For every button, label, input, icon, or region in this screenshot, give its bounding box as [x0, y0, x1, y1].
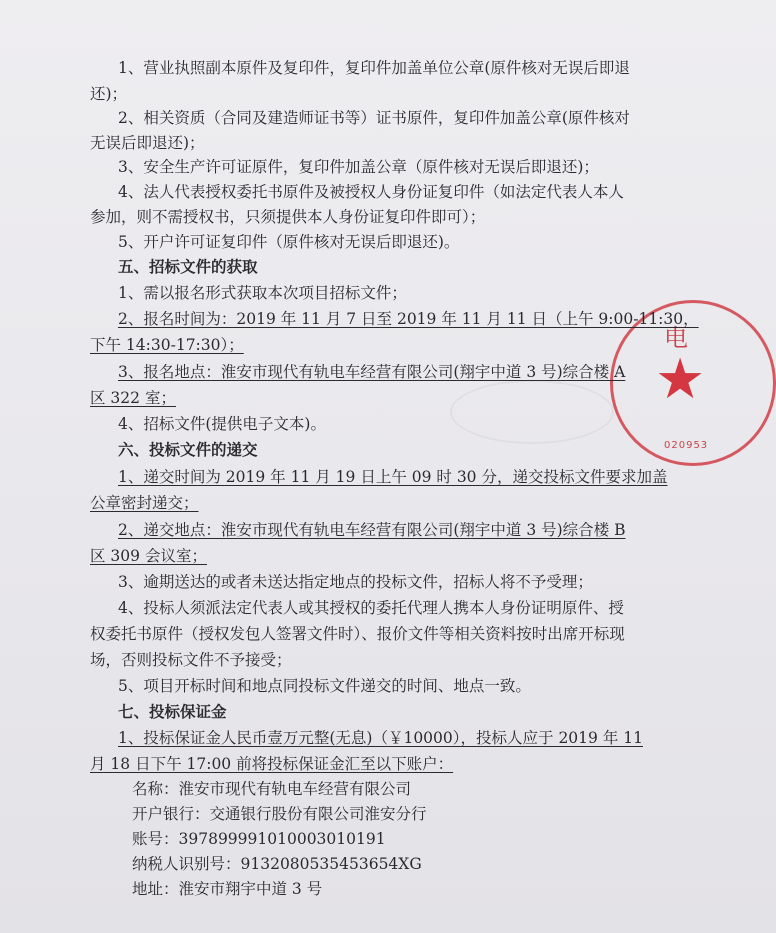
text-line: 1、递交时间为 2019 年 11 月 19 日上午 09 时 30 分，递交投标文件要求加盖: [118, 468, 668, 486]
text-line: 2、递交地点：淮安市现代有轨电车经营有限公司(翔宇中道 3 号)综合楼 B: [118, 521, 626, 539]
text-line: 公章密封递交；: [90, 494, 199, 512]
text-line: 2、相关资质（合同及建造师证书等）证书原件，复印件加盖公章(原件核对: [118, 109, 630, 127]
taxpayer-id: 纳税人识别号：9132080535453654XG: [132, 855, 422, 873]
text-line: 参加，则不需授权书，只须提供本人身份证复印件即可）；: [90, 208, 486, 226]
text-line: 区 309 会议室；: [90, 547, 207, 565]
text-line: 5、开户许可证复印件（原件核对无误后即退还)。: [118, 233, 460, 251]
stamp-star-icon: ★: [655, 347, 706, 412]
account-number: 账号：397899991010003010191: [132, 830, 386, 848]
stamp-number: 020953: [664, 440, 709, 451]
text-line: 3、逾期送达的或者未送达指定地点的投标文件，招标人将不予受理；: [118, 573, 593, 591]
text-line: 月 18 日下午 17:00 前将投标保证金汇至以下账户：: [90, 755, 454, 773]
text-line: 3、安全生产许可证原件，复印件加盖公章（原件核对无误后即退还)；: [118, 158, 599, 176]
account-bank: 开户银行：交通银行股份有限公司淮安分行: [132, 805, 427, 823]
text-line: 无误后即退还)；: [90, 134, 205, 152]
text-line: 4、法人代表授权委托书原件及被授权人身份证复印件（如法定代表人本人: [118, 183, 624, 201]
stamp-char: 电: [664, 324, 688, 352]
text-line: 场，否则投标文件不予接受；: [90, 651, 292, 669]
text-line: 2、报名时间为：2019 年 11 月 7 日至 2019 年 11 月 11 日（上午 9:00-11:30，: [118, 310, 699, 328]
text-line: 1、需以报名形式获取本次项目招标文件；: [118, 284, 407, 302]
section-heading: 五、招标文件的获取: [118, 258, 258, 276]
text-line: 4、招标文件(提供电子文本)。: [118, 415, 326, 433]
text-line: 权委托书原件（授权发包人签署文件时）、报价文件等相关资料按时出席开标现: [90, 625, 625, 643]
section-heading: 六、投标文件的递交: [118, 441, 258, 459]
text-line: 下午 14:30-17:30）；: [90, 336, 244, 354]
text-line: 还)；: [90, 85, 128, 103]
section-heading: 七、投标保证金: [118, 703, 227, 721]
text-line: 5、项目开标时间和地点同投标文件递交的时间、地点一致。: [118, 677, 531, 695]
text-line: 4、投标人须派法定代表人或其授权的委托代理人携本人身份证明原件、授: [118, 599, 624, 617]
faded-seal-mark: [450, 380, 614, 444]
text-line: 区 322 室；: [90, 389, 176, 407]
text-line: 3、报名地点：淮安市现代有轨电车经营有限公司(翔宇中道 3 号)综合楼 A: [118, 363, 626, 381]
account-address: 地址：淮安市翔宇中道 3 号: [132, 880, 323, 898]
text-line: 1、投标保证金人民币壹万元整(无息)（￥10000），投标人应于 2019 年 11: [118, 729, 643, 747]
account-name: 名称：淮安市现代有轨电车经营有限公司: [132, 780, 412, 798]
text-line: 1、营业执照副本原件及复印件，复印件加盖单位公章(原件核对无误后即退: [118, 59, 630, 77]
